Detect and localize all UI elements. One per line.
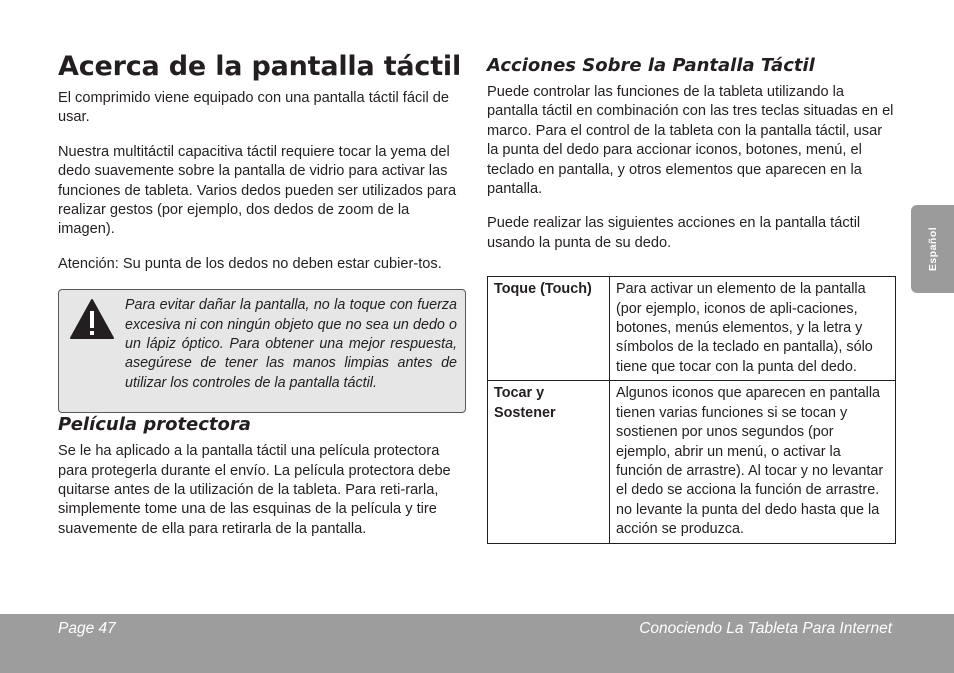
right-column — [487, 54, 897, 544]
section-title: Conociendo La Tableta Para Internet — [639, 620, 892, 637]
warning-text: Para evitar dañar la pantalla, no la toque con fuerza excesiva ni con ningún objeto que no sea un dedo o un lápiz óptico. Para obtener una mejor respuesta, asegúrese de tener las manos limpias antes de utilizar los controles de la pantalla táctil. — [125, 297, 457, 391]
protective-film-paragraph: Se le ha aplicado a la pantalla táctil una película protectora para protegerla durante el envío. La película protectora debe quitarse antes de la utilización de la tableta. Para reti-rarla, simplemente tome una de las esquinas de la película y tire suavemente de ella para retirarla de la pantalla. — [58, 443, 451, 537]
action-term: Tocar y Sostener — [488, 381, 610, 543]
left-column — [58, 50, 468, 539]
touch-actions-intro: Puede realizar las siguientes acciones en la pantalla táctil usando la punta de su dedo. — [487, 215, 861, 251]
page-footer — [0, 614, 954, 673]
warning-triangle-icon — [69, 298, 115, 340]
touch-actions-heading: Acciones Sobre la Pantalla Táctil — [487, 55, 815, 76]
table-row — [488, 277, 896, 381]
language-side-tab — [911, 205, 954, 293]
warning-box — [58, 289, 466, 413]
touch-actions-paragraph: Puede controlar las funciones de la tableta utilizando la pantalla táctil en combinación con las tres teclas situadas en el marco. Para el control de la tableta con la pantalla táctil, usar la punta del dedo para accionar iconos, botones, menú, el teclado en pantalla, y otros elementos que aparecen en la pantalla. — [487, 84, 894, 198]
attention-paragraph: Atención: Su punta de los dedos no deben estar cubier-tos. — [58, 255, 442, 272]
action-description: Algunos iconos que aparecen en pantalla tienen varias funciones si se tocan y sostienen por unos segundos (por ejemplo, abrir un menú, o activar la función de arrastre). Al tocar y no levantar el dedo se acciona la función de arrastre. no levante la punta del dedo hasta que la acción se produzca. — [610, 381, 896, 543]
table-row — [488, 381, 896, 543]
protective-film-heading: Película protectora — [58, 414, 251, 436]
action-term: Toque (Touch) — [488, 277, 610, 381]
intro-paragraph: El comprimido viene equipado con una pantalla táctil fácil de usar. — [58, 90, 450, 126]
language-label: Español — [926, 226, 939, 272]
actions-table — [487, 276, 896, 543]
page-number: Page 47 — [58, 620, 116, 637]
page-title: Acerca de la pantalla táctil — [58, 51, 462, 82]
multitouch-paragraph: Nuestra multitáctil capacitiva táctil requiere tocar la yema del dedo suavemente sobre la pantalla de vidrio para activar las funciones de tableta. Varios dedos pueden ser utilizados para realizar gestos (por ejemplo, dos dedos de zoom de la imagen). — [58, 143, 457, 238]
action-description: Para activar un elemento de la pantalla (por ejemplo, iconos de apli-caciones, botones, menús elementos, y la letra y símbolos de la teclado en pantalla), sólo tiene que tocar con la punta del dedo. — [610, 277, 896, 381]
